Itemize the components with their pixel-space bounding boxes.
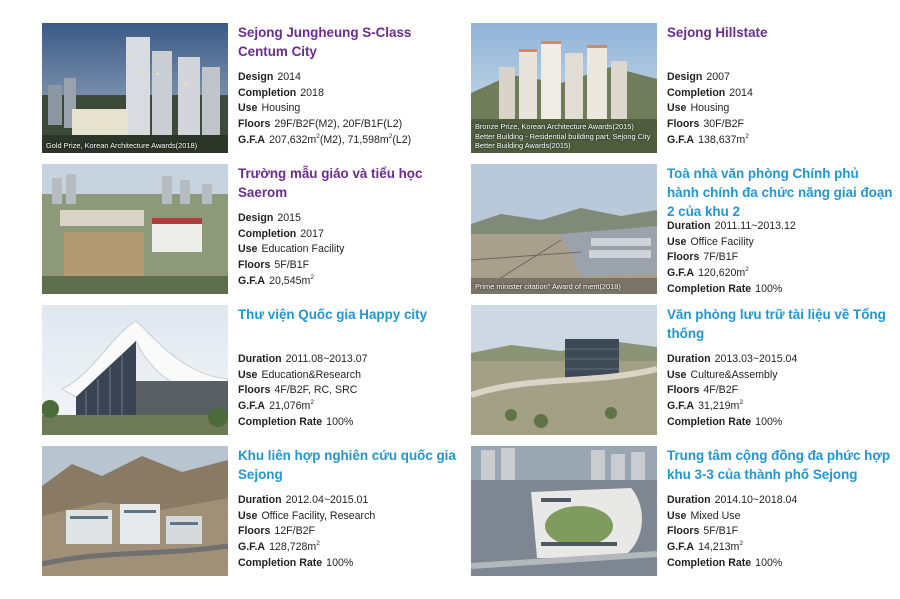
project-card-research-complex <box>42 446 462 576</box>
spec-value: 100% <box>755 556 783 569</box>
spec-label: Floors <box>238 118 271 131</box>
spec-label: G.F.A <box>667 541 695 554</box>
project-photo <box>42 164 228 294</box>
spec-label: Use <box>238 102 258 115</box>
project-specs <box>238 493 464 572</box>
spec-value: 7F/B1F <box>703 251 739 264</box>
spec-value: $207,632m^2(M2)$, $71,598m^2(L2)$ <box>269 132 412 146</box>
spec-label: Use <box>667 235 687 248</box>
spec-value: $21,076m^2$ <box>269 399 314 413</box>
spec-value: Education Facility <box>261 243 345 256</box>
spec-label: Floors <box>667 525 700 538</box>
spec-label: G.F.A <box>667 400 695 413</box>
spec-value: 2017 <box>300 227 324 240</box>
spec-label: Use <box>667 102 687 115</box>
spec-value: 2011.11~2013.12 <box>714 220 796 232</box>
spec-value: 29F/B2F(M2), 20F/B1F(L2) <box>274 118 403 131</box>
spec-label: Floors <box>238 259 271 272</box>
project-photo <box>42 305 228 435</box>
spec-label: Floors <box>667 118 700 131</box>
spec-value: 2014 <box>729 86 753 99</box>
spec-label: Duration <box>667 494 711 506</box>
project-card-hillstate <box>471 23 891 153</box>
spec-value: 5F/B1F <box>703 525 739 538</box>
spec-value: $120,620m^2$ <box>698 266 749 280</box>
spec-value: $31,219m^2$ <box>698 399 743 413</box>
spec-label: Floors <box>667 384 700 397</box>
project-specs <box>667 219 893 298</box>
spec-value: 2012.04~2015.01 <box>285 494 369 506</box>
award-caption: Gold Prize, Korean Architecture Awards(2018) <box>46 140 198 150</box>
project-card-community-center <box>471 446 891 576</box>
spec-value: 100% <box>755 415 783 428</box>
spec-label: Use <box>238 509 258 522</box>
spec-label: Use <box>667 368 687 381</box>
spec-label: Completion Rate <box>667 415 752 428</box>
project-photo <box>42 446 228 576</box>
spec-label: Completion <box>667 86 726 99</box>
spec-label: Duration <box>667 353 711 365</box>
project-specs <box>667 352 893 431</box>
project-specs <box>238 70 464 149</box>
project-card-centum-city <box>42 23 462 153</box>
spec-value: 4F/B2F <box>703 384 739 397</box>
project-photo <box>471 305 657 435</box>
spec-value: $14,213m^2$ <box>698 540 743 554</box>
spec-label: G.F.A <box>667 133 695 146</box>
project-title: Thư viện Quốc gia Happy city <box>238 307 428 322</box>
spec-value: $128,728m^2$ <box>269 540 320 554</box>
spec-label: Completion Rate <box>238 415 323 428</box>
spec-value: 2014.10~2018.04 <box>714 494 798 506</box>
project-card-presidential-archives <box>471 305 891 435</box>
spec-value: 30F/B2F <box>703 118 745 131</box>
spec-value: $138,637m^2$ <box>698 132 749 146</box>
spec-value: Housing <box>690 102 730 115</box>
project-specs <box>667 493 893 572</box>
spec-value: 100% <box>326 415 354 428</box>
spec-label: G.F.A <box>238 400 266 413</box>
project-photo <box>471 164 657 294</box>
spec-label: G.F.A <box>667 267 695 280</box>
spec-label: Completion Rate <box>667 282 752 295</box>
spec-label: Use <box>238 368 258 381</box>
spec-label: Floors <box>667 251 700 264</box>
spec-value: 5F/B1F <box>274 259 310 272</box>
spec-label: Design <box>238 71 274 83</box>
spec-label: Duration <box>667 220 711 232</box>
spec-label: Duration <box>238 353 282 365</box>
spec-value: $20,545m^2$ <box>269 273 314 287</box>
spec-label: Floors <box>238 384 271 397</box>
spec-label: Completion <box>238 86 297 99</box>
spec-label: Use <box>238 243 258 256</box>
spec-value: Housing <box>261 102 301 115</box>
spec-label: Floors <box>238 525 271 538</box>
spec-value: Mixed Use <box>690 509 741 522</box>
project-specs <box>238 211 464 290</box>
project-title: Sejong Jungheung S-Class Centum City <box>238 25 412 59</box>
project-title: Khu liên hợp nghiên cứu quốc gia Sejong <box>238 448 456 482</box>
spec-value: 2013.03~2015.04 <box>714 353 798 365</box>
project-specs <box>238 352 464 431</box>
spec-label: Completion <box>238 227 297 240</box>
spec-value: 2014 <box>277 71 301 83</box>
project-title: Trung tâm cộng đồng đa phức hợp khu 3-3 của thành phố Sejong <box>667 448 891 482</box>
spec-value: Office Facility, Research <box>261 509 376 522</box>
spec-label: G.F.A <box>238 541 266 554</box>
project-photo <box>471 23 657 153</box>
spec-value: Office Facility <box>690 235 754 248</box>
spec-value: Education&Research <box>261 368 361 381</box>
spec-value: 100% <box>326 556 354 569</box>
spec-value: Culture&Assembly <box>690 368 778 381</box>
spec-label: Use <box>667 509 687 522</box>
project-photo <box>42 23 228 153</box>
project-title: Sejong Hillstate <box>667 25 768 40</box>
project-card-national-library <box>42 305 462 435</box>
spec-value: 2018 <box>300 86 324 99</box>
spec-value: 100% <box>755 282 783 295</box>
spec-value: 4F/B2F, RC, SRC <box>274 384 358 397</box>
project-title: Văn phòng lưu trữ tài liệu về Tổng thống <box>667 307 886 341</box>
spec-label: Completion Rate <box>238 556 323 569</box>
project-title: Toà nhà văn phòng Chính phủ hành chính đa chức năng giai đoạn 2 của khu 2 <box>667 166 893 219</box>
project-photo <box>471 446 657 576</box>
spec-value: 12F/B2F <box>274 525 316 538</box>
award-caption: Prime minister citation" Award of merit(2018) <box>475 281 621 291</box>
spec-value: 2015 <box>277 212 301 224</box>
spec-label: G.F.A <box>238 274 266 287</box>
project-specs <box>667 70 893 149</box>
spec-label: Design <box>667 71 703 83</box>
spec-value: 2007 <box>706 71 730 83</box>
project-title: Trường mẫu giáo và tiểu học Saerom <box>238 166 423 200</box>
project-card-government-office <box>471 164 891 294</box>
project-card-saerom <box>42 164 462 294</box>
spec-label: Design <box>238 212 274 224</box>
spec-label: Completion Rate <box>667 556 752 569</box>
spec-label: G.F.A <box>238 133 266 146</box>
award-caption: Bronze Prize, Korean Architecture Awards(2015) Better Building - Residential building part, Sejong City Better Building Awards(2015) <box>475 122 651 150</box>
spec-label: Duration <box>238 494 282 506</box>
spec-value: 2011.08~2013.07 <box>285 353 368 365</box>
